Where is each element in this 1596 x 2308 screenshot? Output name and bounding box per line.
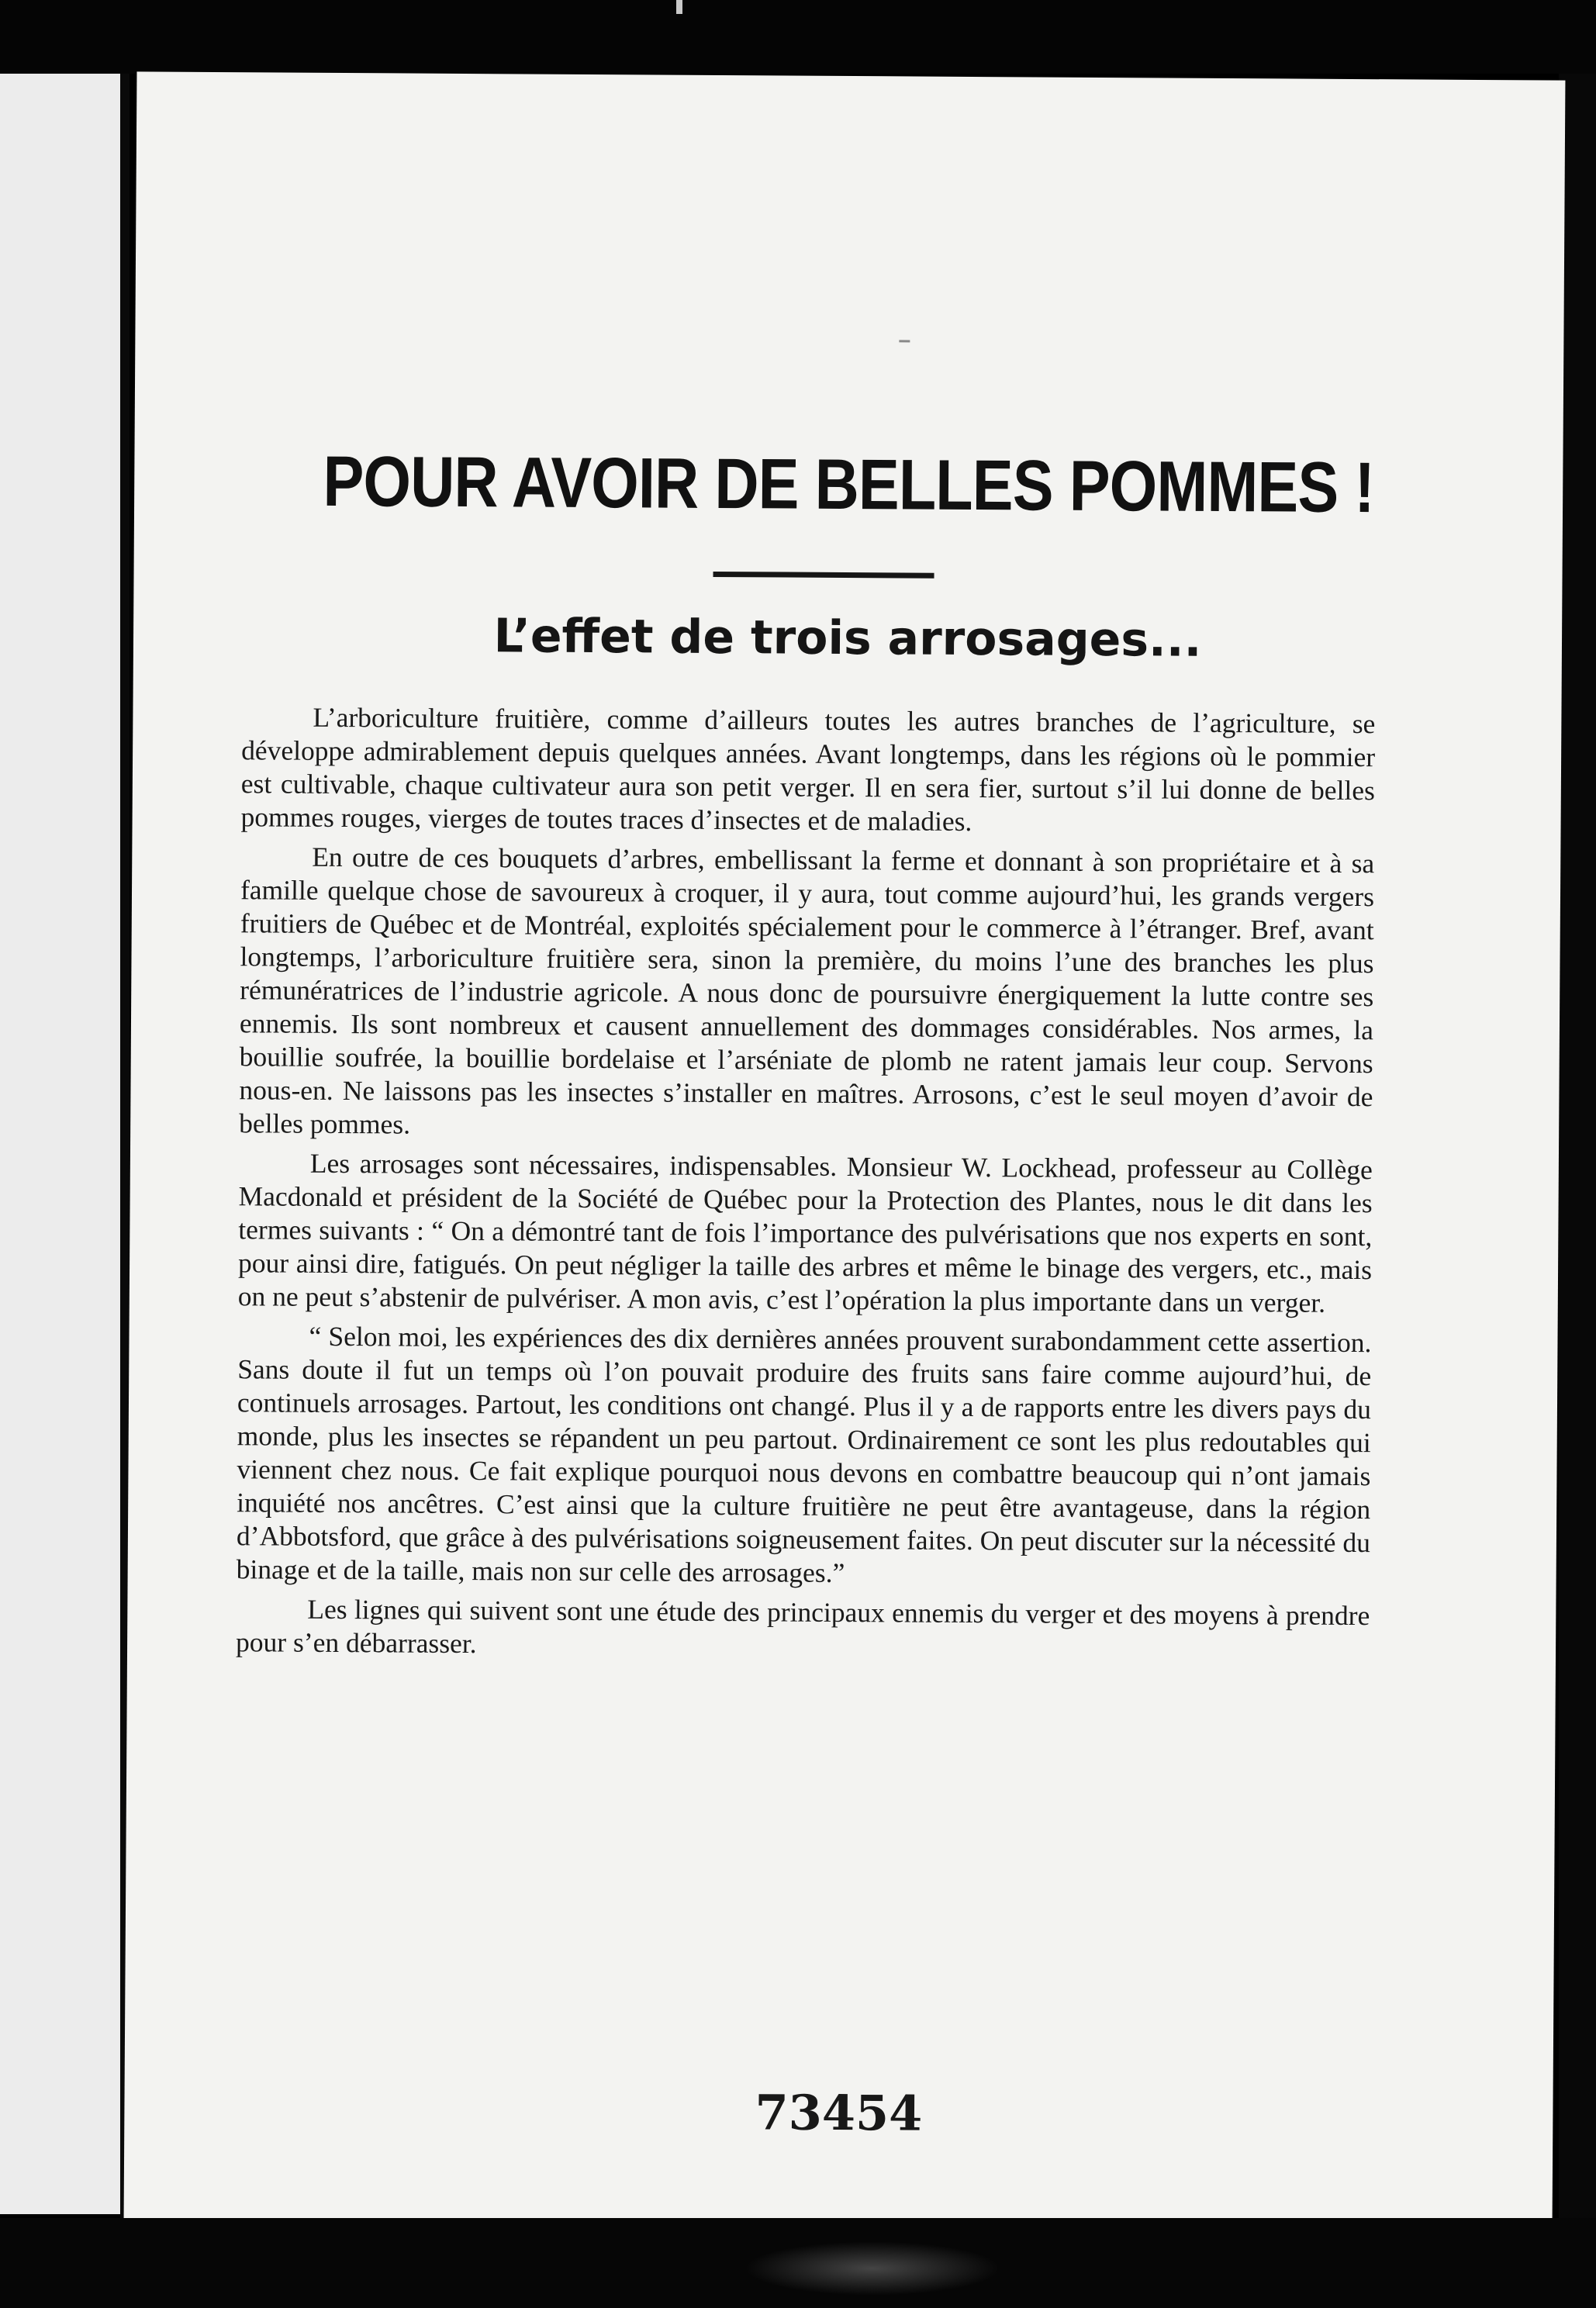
scan-top-border — [0, 0, 1596, 74]
scan-top-mark — [676, 0, 682, 14]
article-body — [236, 700, 1376, 1672]
document-title: POUR AVOIR DE BELLES POMMES ! — [323, 441, 1375, 528]
previous-page-edge — [0, 74, 120, 2214]
paragraph-5: Les lignes qui suivent sont une étude des principaux ennemis du verger et des moyens à prendre pour s’en débarrasser. — [235, 1593, 1370, 1660]
paragraph-2: En outre de ces bouquets d’arbres, embellissant la ferme et donnant à son propriétaire et à sa famille quelque chose de savoureux à croquer, il y aura, tout comme aujourd’hui, les grands vergers fruitiers de Québec et de Montréal, exploités spécialement pour le commerce à l’étranger. Bref, avant longtemps, l’arboriculture fruitière sera, sinon la première, du moins l’une des branches les plus rémunératrices de l’industrie agricole. A nous donc de poursuivre énergiquement la lutte contre ses ennemis. Ils sont nombreux et causent annuellement des dommages considérables. Nos armes, la bouillie soufrée, la bouillie bordelaise et l’arséniate de plomb ne ratent jamais leur coup. Servons nous-en. Ne laissons pas les insectes s’installer en maîtres. Arrosons, c’est le seul moyen d’avoir de belles pommes. — [239, 841, 1375, 1140]
scan-right-border — [1559, 74, 1596, 2307]
document-page — [124, 71, 1566, 2228]
paragraph-4: “ Selon moi, les expériences des dix dernières années prouvent surabondamment cette assertion. Sans doute il fut un temps où l’on pouvait produire des fruits sans faire comme aujourd’hui, de continuels arrosages. Partout, les conditions ont changé. Plus il y a de rapports entre les divers pays du monde, plus les insectes se répandent un peu partout. Ordinairement ce sont les plus redoutables qui viennent chez nous. Ce fait explique pourquoi nous devons en combattre beaucoup qui n’ont jamais inquiété nos ancêtres. C’est ainsi que la culture fruitière ne peut être avantageuse, dans la région d’Abbotsford, que grâce à des pulvérisations soigneusement faites. On peut discuter sur la nécessité du binage et de la taille, mais non sur celle des arrosages.” — [236, 1320, 1372, 1589]
paragraph-1: L’arboriculture fruitière, comme d’ailleurs toutes les autres branches de l’agriculture, se développe admirablement depuis quelques années. Avant longtemps, dans les régions où le pommier est cultivable, chaque cultivateur aura son petit verger. Il en sera fier, surtout s’il lui donne de belles pommes rouges, vierges de toutes traces d’insectes et de maladies. — [240, 701, 1376, 837]
page-speck — [899, 340, 910, 342]
page-number: 73454 — [755, 2084, 923, 2142]
document-subtitle: L’effet de trois arrosages... — [493, 609, 1202, 668]
title-rule — [713, 572, 934, 579]
scan-smudge — [744, 2241, 1000, 2296]
paragraph-3: Les arrosages sont nécessaires, indispensables. Monsieur W. Lockhead, professeur au Collège Macdonald et président de la Société de Québec pour la Protection des Plantes, nous le dit dans les termes suivants : “ On a démontré tant de fois l’importance des pulvérisations que nos experts en sont, pour ainsi dire, fatigués. On peut négliger la taille des arbres et même le binage des vergers, etc., mais on ne peut s’abstenir de pulvériser. A mon avis, c’est l’opération la plus importante dans un verger. — [237, 1147, 1373, 1318]
